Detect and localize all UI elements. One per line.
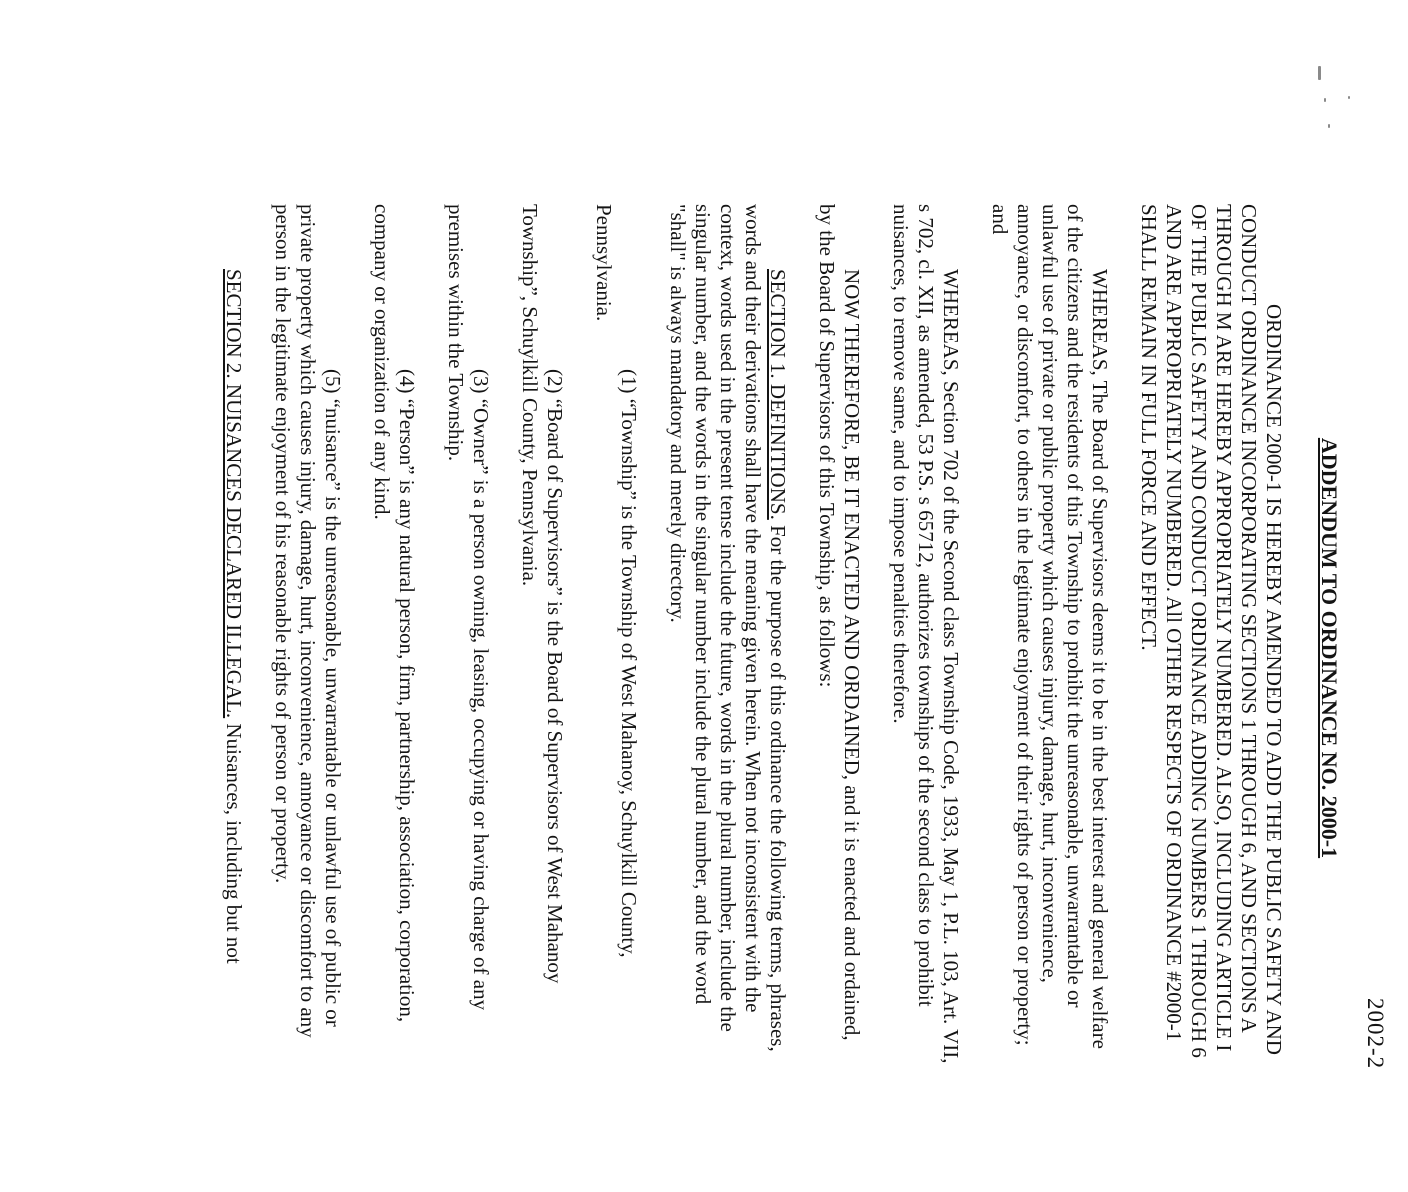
section-2-heading: SECTION 2. NUISANCES DECLARED ILLEGAL.: [222, 269, 246, 719]
document-page: [44, 104, 1388, 1192]
section-2-paragraph: [221, 204, 246, 1064]
amendment-paragraph: ORDINANCE 2000-1 IS HEREBY AMENDED TO ADD THE PUBLIC SAFETY AND CONDUCT ORDINANCE INCORPORATING SECTIONS 1 THROUGH 6, AND SECTIONS A THROUGH M ARE HEREBY APPROPRIATELY NUMBERED. ALSO, INCLUDING ARTICLE I OF THE PUBLIC SAFETY AND CONDUCT ORDINANCE ADDING NUMBERS 1 THROUGH 6 AND ARE APPROPRIATELY NUMBERED. All OTHER RESPECTS OF ORDINANCE #2000-1 SHALL REMAIN IN FULL FORCE AND EFFECT.: [1137, 204, 1286, 1058]
whereas-paragraph-1: WHEREAS, The Board of Supervisors deems it to be in the best interest and general welfare of the citizens and the residents of this Township to prohibit the unreasonable, unwarrantable or unlawful use of private or public property which causes injury, damage, hurt, inconvenience, annoyance, or discomfort, to others in the legitimate enjoyment of their rights of person or property; and: [988, 204, 1112, 1049]
scan-speck: [1348, 96, 1350, 99]
now-therefore-paragraph: NOW THEREFORE, BE IT ENACTED AND ORDAINED, and it is enacted and ordained, by the Board of Supervisors of this Township, as follows:: [815, 204, 864, 1041]
definition-3: (3) “Owner” is a person owning, leasing, occupying or having charge of any premises within the Township.: [444, 204, 493, 1011]
document-title: ADDENDUM TO ORDINANCE NO. 2000-1: [1317, 437, 1342, 859]
definition-4: (4) “Person” is any natural person, firm, partnership, association, corporation, company or organization of any kind.: [370, 204, 419, 1023]
definition-2: (2) “Board of Supervisors” is the Board of Supervisors of West Mahanoy Township”, Schuylkill County, Pennsylvania.: [518, 204, 567, 984]
section-2-text: Nuisances, including but not: [222, 718, 246, 964]
scan-speck: [1324, 98, 1326, 102]
document-number: 2002-2: [1363, 998, 1388, 1070]
section-1-paragraph: [665, 204, 790, 1064]
section-1-text: For the purpose of this ordinance the following terms, phrases, words and their derivations shall have the meaning given herein. When not inconsistent with the context, words used in the present tense include the future, words in the plural number, include the singular number, and the words in the singular number include the plural number, and the word "shall" is always mandatory and merely directory.: [666, 204, 790, 1052]
scan-speck: [1318, 66, 1321, 80]
whereas-paragraph-2: WHEREAS, Section 702 of the Second class Township Code, 1933, May 1, P.L. 103, Art. VII, s 702, cl. XII, as amended, 53 P.S. s 65712, authorizes townships of the second class to prohibit nuisances, to remove same, and to impose penalties therefore.: [889, 204, 963, 1064]
section-1-heading: SECTION 1. DEFINITIONS.: [766, 269, 790, 520]
definition-5: (5) “nuisance” is the unreasonable, unwarrantable or unlawful use of public or private property which causes injury, damage, hurt, inconvenience, annoyance or discomfort to any person in the legitimate enjoyment of his reasonable rights of person or property.: [271, 204, 345, 1038]
document-body: [197, 204, 1286, 1064]
definition-1: (1) “Township” is the Township of West Mahanoy, Schuylkill County, Pennsylvania.: [592, 204, 641, 958]
